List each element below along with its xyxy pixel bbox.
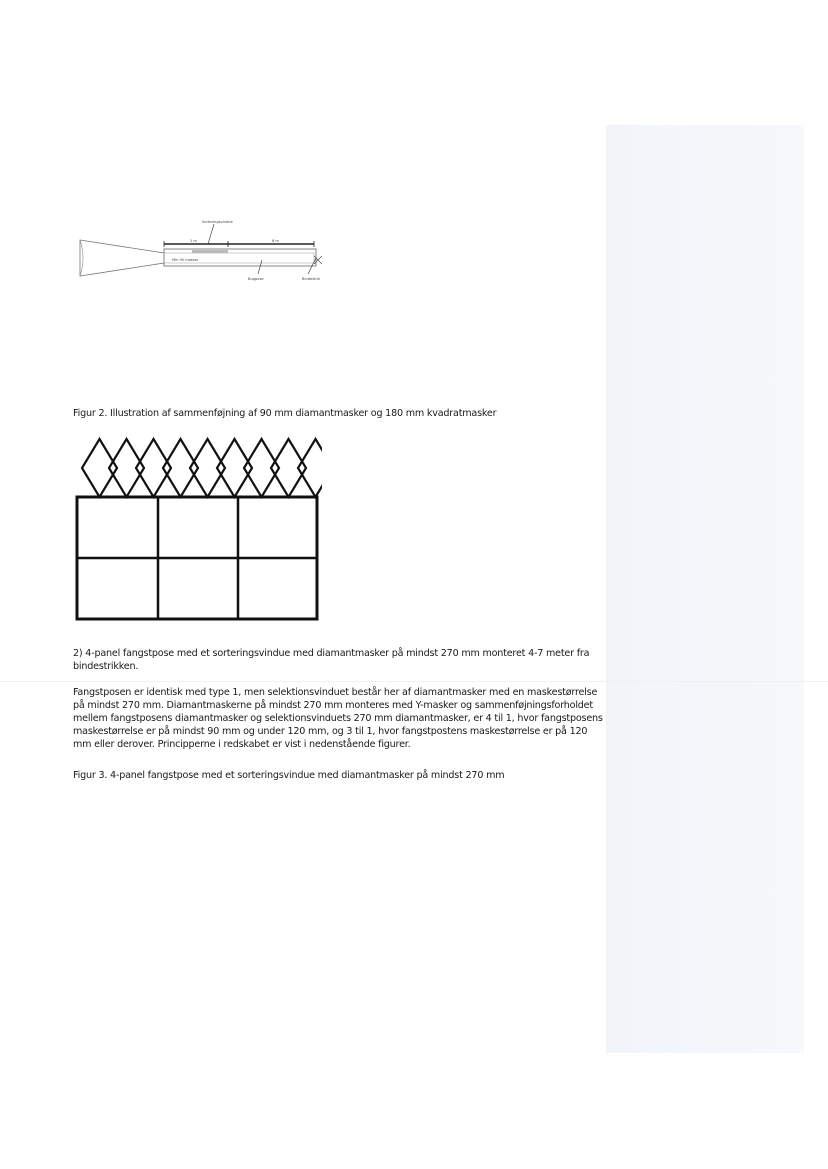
trawl-illustration — [76, 216, 336, 296]
square-mesh-panel — [77, 497, 317, 619]
scan-line — [0, 681, 828, 682]
diamond-mesh — [163, 439, 198, 497]
trawl-funnel — [80, 240, 164, 276]
diamond-mesh — [109, 439, 144, 497]
figure3-caption: Figur 3. 4-panel fangstpose med et sorteringsvindue med diamantmasker på mindst 270 mm — [73, 770, 505, 781]
label-dim-right: 8 m — [272, 239, 279, 243]
diamond-mesh — [217, 439, 252, 497]
diamond-mesh — [271, 439, 306, 497]
diamond-mesh — [190, 439, 225, 497]
label-dim-left: 1 m — [190, 239, 197, 243]
figure2-caption: Figur 2. Illustration af sammenføjning af 90 mm diamantmasker og 180 mm kvadratmasker — [73, 408, 497, 419]
label-bindestrik: Bindestrik — [302, 277, 321, 281]
sorting-window — [192, 250, 228, 253]
diamond-mesh — [244, 439, 279, 497]
label-sorting-window: Sorteringsvindue — [202, 220, 233, 224]
diamond-mesh — [298, 439, 322, 497]
body-paragraph: Fangstposen er identisk med type 1, men selektionsvinduet består her af diamantmasker med en maskestørrelse på mindst 270 mm. Diamantmaskerne på mindst 270 mm monteres med Y-masker og sammenføjningsforholdet mellem fangstposens diamantmasker og selektionsvinduets 270 mm diamantmasker, er 4 til 1, hvor fangstposens maskestørrelse er på mindst 90 mm og under 120 mm, og 3 til 1, hvor fangstpostens maskestørrelse er på 120 mm eller derover. Principperne i redskabet er vist i nedenstående figurer. — [73, 687, 603, 750]
net-diagram — [72, 436, 322, 622]
label-bugpose: Bugpose — [248, 277, 264, 281]
label-inner: Min 90 masker — [172, 258, 199, 262]
diamond-mesh — [136, 439, 171, 497]
item-2-text: 2) 4-panel fangstpose med et sorteringsvindue med diamantmasker på mindst 270 mm monteret 4-7 meter fra bindestrikken. — [73, 648, 590, 672]
diamond-mesh — [82, 439, 117, 497]
scan-shading — [606, 125, 804, 1053]
diamond-mesh-row — [82, 439, 322, 497]
